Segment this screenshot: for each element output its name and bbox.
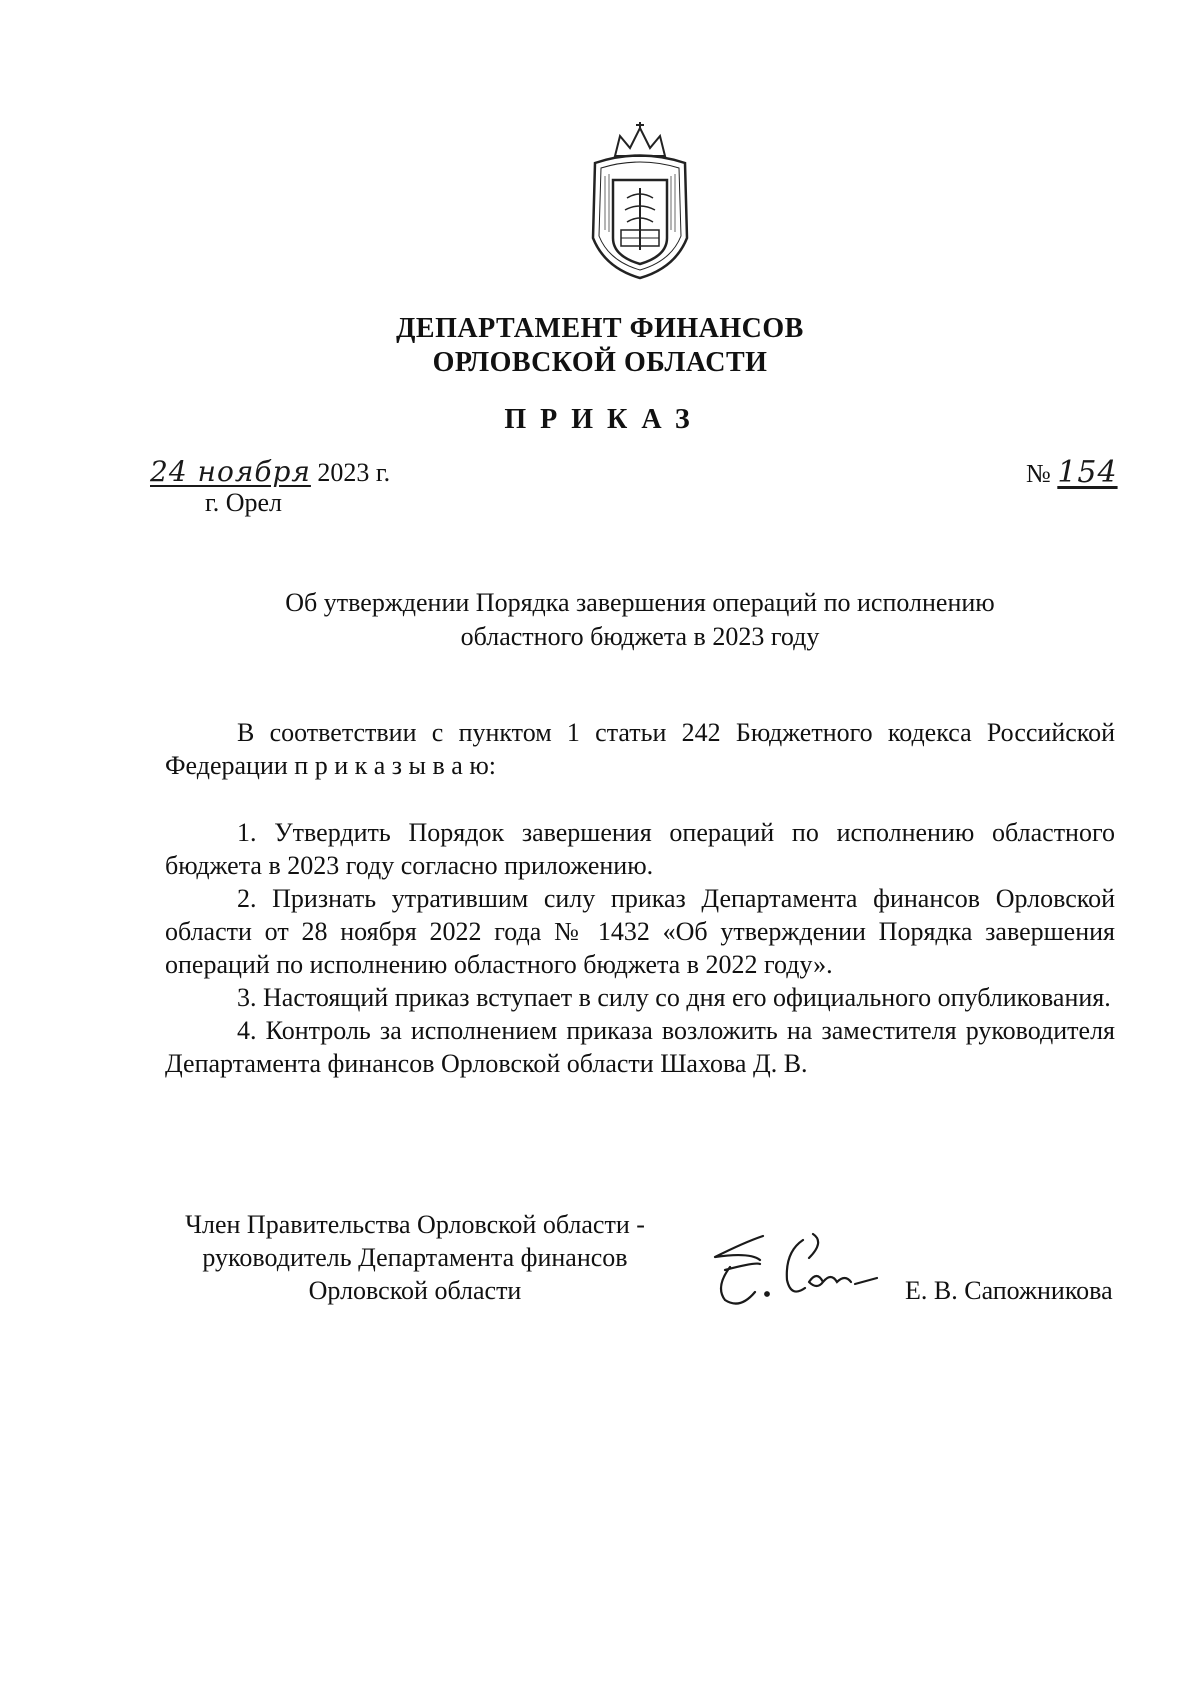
order-item-1: 1. Утвердить Порядок завершения операций по исполнению областного бюджета в 2023 году согласно приложению. [165, 818, 1115, 880]
position-line2: руководитель Департамента финансов [202, 1243, 628, 1272]
handwritten-date: 24 ноября [150, 455, 311, 488]
document-city: г. Орел [205, 488, 283, 517]
order-item-3: 3. Настоящий приказ вступает в силу со дня его официального опубликования. [237, 983, 1111, 1012]
document-number [1026, 455, 1118, 490]
position-line3: Орловской области [308, 1276, 522, 1305]
handwritten-signature [705, 1222, 885, 1312]
position-line1: Член Правительства Орловской области - [185, 1210, 645, 1239]
signatory-name: Е. В. Сапожникова [905, 1276, 1113, 1305]
signatory-position [150, 1208, 680, 1307]
order-item-2: 2. Признать утратившим силу приказ Департамента финансов Орловской области от 28 ноября 2022 года № 1432 «Об утверждении Порядка завершения операций по исполнению областного бюджета в 2022 году». [165, 884, 1115, 979]
organization-name-line2: ОРЛОВСКОЙ ОБЛАСТИ [432, 347, 768, 378]
handwritten-number: 154 [1057, 455, 1118, 490]
date-year: 2023 г. [317, 458, 391, 487]
document-date [150, 455, 390, 488]
document-type-title: ПРИКАЗ [504, 404, 704, 435]
document-subject-line1: Об утверждении Порядка завершения операций по исполнению [285, 588, 995, 617]
number-sign: № [1026, 459, 1051, 488]
document-subject-line2: областного бюджета в 2023 году [460, 622, 820, 651]
coat-of-arms-emblem [575, 118, 705, 288]
order-items [165, 816, 1115, 1080]
preamble-paragraph [165, 716, 1115, 782]
order-item-4: 4. Контроль за исполнением приказа возложить на заместителя руководителя Департамента финансов Орловской области Шахова Д. В. [165, 1016, 1115, 1078]
organization-name-line1: ДЕПАРТАМЕНТ ФИНАНСОВ [396, 313, 804, 344]
preamble-text: В соответствии с пунктом 1 статьи 242 Бюджетного кодекса Российской Федерации п р и к а з ы в а ю: [165, 718, 1115, 780]
